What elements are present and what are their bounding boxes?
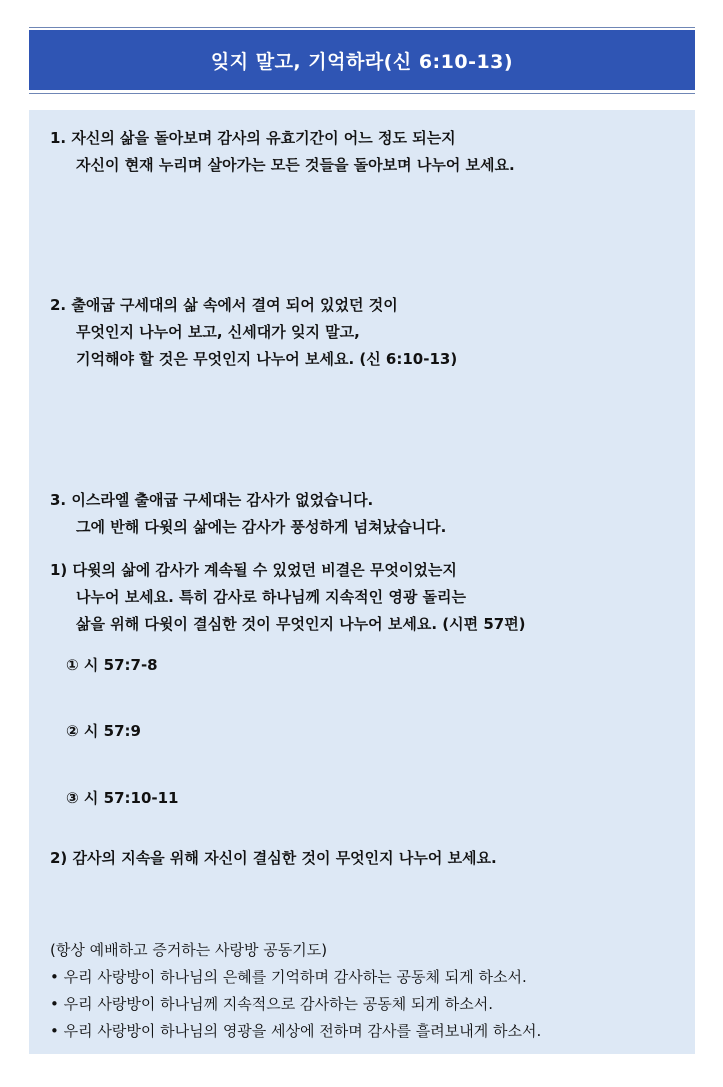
question-1-line-2: 자신이 현재 누리며 살아가는 모든 것들을 돌아보며 나누어 보세요. bbox=[76, 156, 515, 174]
scripture-ref-1: ① 시 57:7-8 bbox=[66, 656, 158, 674]
subquestion-1-line-1: 1) 다윗의 삶에 감사가 계속될 수 있었던 비결은 무엇이었는지 bbox=[50, 561, 457, 579]
worksheet-panel bbox=[29, 110, 695, 1054]
prayer-item-3: • 우리 사랑방이 하나님의 영광을 세상에 전하며 감사를 흘려보내게 하소서. bbox=[50, 1022, 542, 1040]
header-top-rule bbox=[29, 27, 695, 28]
question-2-line-1: 2. 출애굽 구세대의 삶 속에서 결여 되어 있었던 것이 bbox=[50, 296, 398, 314]
prayer-heading: (항상 예배하고 증거하는 사랑방 공동기도) bbox=[50, 941, 328, 959]
subquestion-1-line-2: 나누어 보세요. 특히 감사로 하나님께 지속적인 영광 돌리는 bbox=[76, 588, 467, 606]
question-1-line-1: 1. 자신의 삶을 돌아보며 감사의 유효기간이 어느 정도 되는지 bbox=[50, 129, 456, 147]
question-2-line-3: 기억해야 할 것은 무엇인지 나누어 보세요. (신 6:10-13) bbox=[76, 350, 458, 368]
subquestion-2: 2) 감사의 지속을 위해 자신이 결심한 것이 무엇인지 나누어 보세요. bbox=[50, 849, 497, 867]
question-3-line-1: 3. 이스라엘 출애굽 구세대는 감사가 없었습니다. bbox=[50, 491, 374, 509]
scripture-ref-2: ② 시 57:9 bbox=[66, 722, 141, 740]
question-3-line-2: 그에 반해 다윗의 삶에는 감사가 풍성하게 넘쳐났습니다. bbox=[76, 518, 447, 536]
prayer-item-2: • 우리 사랑방이 하나님께 지속적으로 감사하는 공동체 되게 하소서. bbox=[50, 995, 493, 1013]
page-title: 잊지 말고, 기억하라(신 6:10-13) bbox=[29, 30, 695, 90]
prayer-item-1: • 우리 사랑방이 하나님의 은혜를 기억하며 감사하는 공동체 되게 하소서. bbox=[50, 968, 527, 986]
header-bottom-rule bbox=[29, 93, 695, 94]
subquestion-1-line-3: 삶을 위해 다윗이 결심한 것이 무엇인지 나누어 보세요. (시편 57편) bbox=[76, 615, 526, 633]
scripture-ref-3: ③ 시 57:10-11 bbox=[66, 789, 179, 807]
question-2-line-2: 무엇인지 나누어 보고, 신세대가 잊지 말고, bbox=[76, 323, 360, 341]
